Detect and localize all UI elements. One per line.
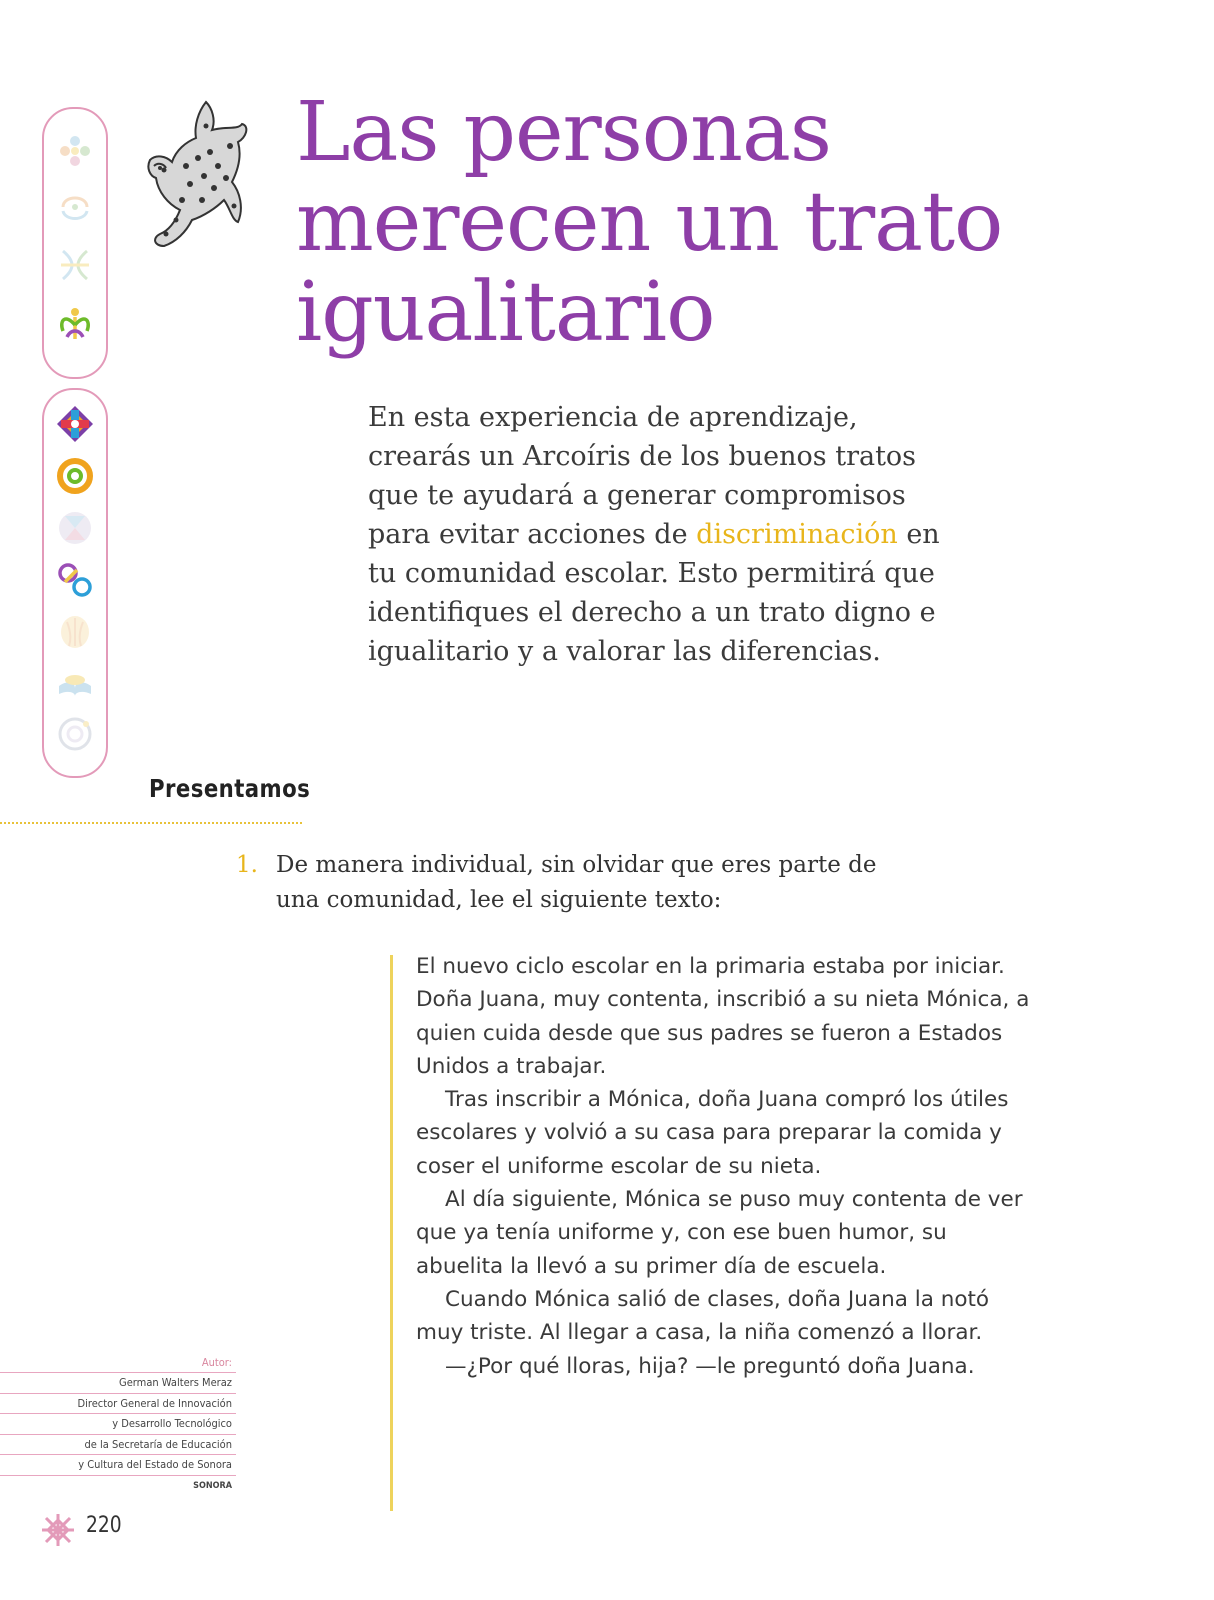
credits-line: y Desarrollo Tecnológico <box>0 1413 236 1434</box>
page-title <box>296 85 1176 360</box>
star-ornament-icon <box>40 1512 76 1548</box>
shell-icon <box>55 612 95 652</box>
step-text: De manera individual, sin olvidar que eres parte de una comunidad, lee el siguiente texto: <box>276 852 877 913</box>
sprout-icon <box>55 303 95 343</box>
section-divider <box>0 822 302 824</box>
sidebar-bottom-pill <box>42 388 108 778</box>
book-icon <box>55 664 95 704</box>
intro-paragraph <box>368 398 968 671</box>
orbit-icon <box>55 714 95 754</box>
hourglass-icon <box>55 508 95 548</box>
title-line: igualitario <box>296 265 715 360</box>
credits-line: de la Secretaría de Educación <box>0 1434 236 1455</box>
section-heading: Presentamos <box>149 774 311 803</box>
intro-text-after: en tu comunidad escolar. Esto permitirá que identifiques el derecho a un trato digno e igualitario y a valorar las diferencias. <box>368 519 940 667</box>
story-text <box>416 950 1036 1383</box>
credits-line: y Cultura del Estado de Sonora <box>0 1454 236 1475</box>
sidebar-top-pill <box>42 107 108 379</box>
credits-line: SONORA <box>0 1475 236 1496</box>
story-paragraph: Tras inscribir a Mónica, doña Juana compró los útiles escolares y volvió a su casa para preparar la comida y coser el uniforme escolar de su nieta. <box>416 1087 1009 1179</box>
knot-icon <box>55 245 95 285</box>
jaguar-icon <box>146 96 258 252</box>
title-line: Las personas <box>296 85 831 180</box>
story-paragraph: —¿Por qué lloras, hija? —le preguntó doña Juana. <box>445 1353 975 1379</box>
compass-cross-icon <box>55 404 95 444</box>
title-line: merecen un trato <box>296 175 1003 270</box>
highlight-term: discriminación <box>696 519 898 550</box>
step-number: 1. <box>236 852 258 878</box>
story-paragraph: Al día siguiente, Mónica se puso muy contenta de ver que ya tenía uniforme y, con ese buen humor, su abuelita la llevó a su primer día de escuela. <box>416 1187 1023 1279</box>
credits-line: Director General de Innovación <box>0 1393 236 1414</box>
author-credits <box>0 1354 236 1495</box>
spiral-icon <box>55 187 95 227</box>
ring-icon <box>55 456 95 496</box>
story-paragraph: El nuevo ciclo escolar en la primaria estaba por iniciar. Doña Juana, muy contenta, inscribió a su nieta Mónica, a quien cuida desde que sus padres se fueron a Estados Unidos a trabajar. <box>416 954 1030 1079</box>
page-number: 220 <box>86 1513 122 1538</box>
story-paragraph: Cuando Mónica salió de clases, doña Juana la notó muy triste. Al llegar a casa, la niña comenzó a llorar. <box>416 1286 990 1346</box>
credits-label: Autor: <box>201 1356 232 1369</box>
linked-circles-icon <box>55 560 95 600</box>
story-accent-bar <box>390 955 393 1511</box>
flower-icon <box>55 131 95 171</box>
intro-text-before: En esta experiencia de aprendizaje, crearás un Arcoíris de los buenos tratos que te ayudará a generar compromisos para evitar acciones de <box>368 402 917 550</box>
credits-line: German Walters Meraz <box>0 1372 236 1393</box>
